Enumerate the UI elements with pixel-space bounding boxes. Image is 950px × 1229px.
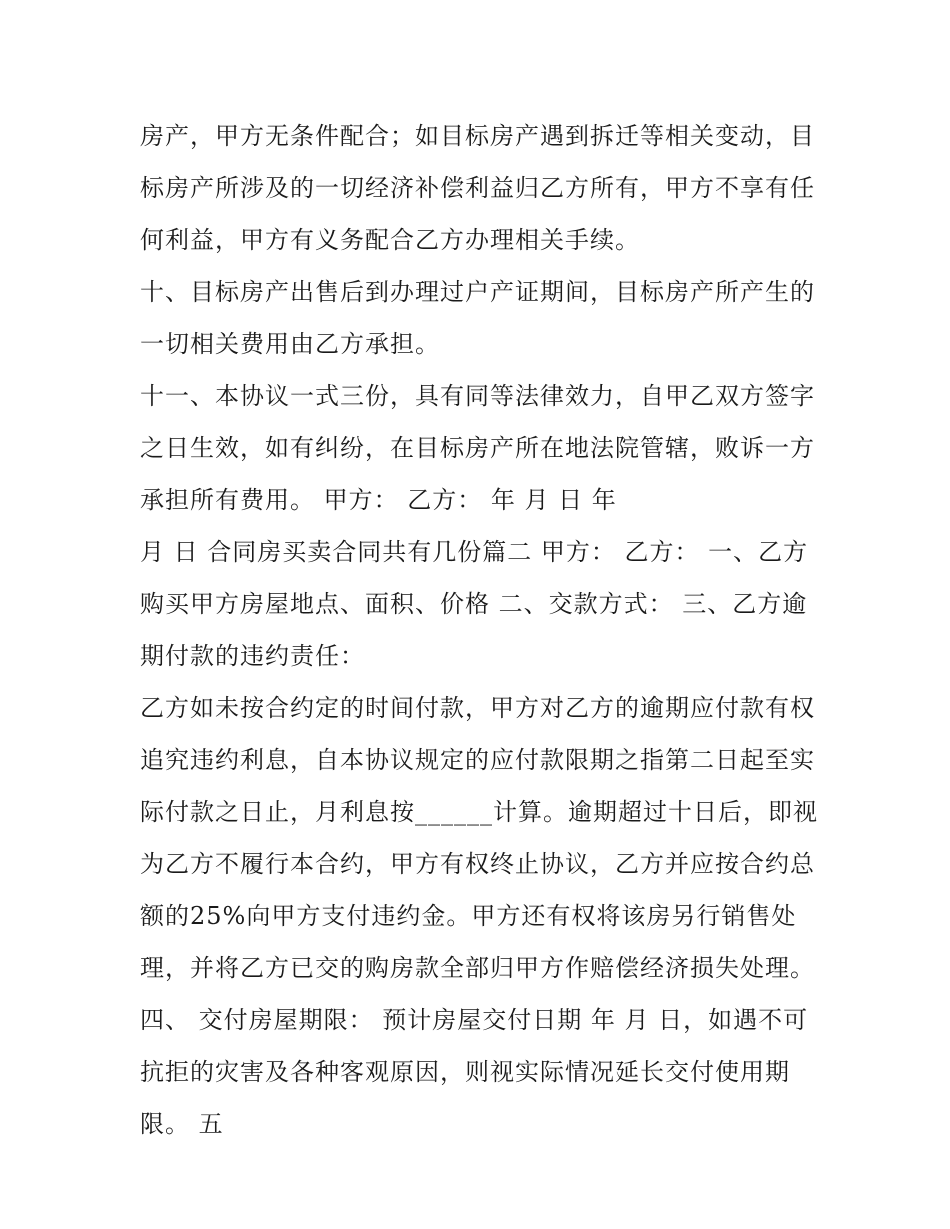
- text-line: 理，并将乙方已交的购房款全部归甲方作赔偿经济损失处理。: [140, 954, 815, 982]
- text-line: 十一、本协议一式三份，具有同等法律效力，自甲乙双方签字: [140, 382, 815, 410]
- text-line: 标房产所涉及的一切经济补偿利益归乙方所有，甲方不享有任: [140, 174, 815, 202]
- text-line: 限。 五: [140, 1110, 224, 1138]
- text-line: 抗拒的灾害及各种客观原因，则视实际情况延长交付使用期: [140, 1058, 790, 1086]
- text-line: 月 日 合同房买卖合同共有几份篇二 甲方： 乙方： 一、乙方: [140, 538, 809, 566]
- text-line: 承担所有费用。 甲方： 乙方： 年 月 日 年: [140, 486, 617, 514]
- text-line: 购买甲方房屋地点、面积、价格 二、交款方式： 三、乙方逾: [140, 590, 808, 618]
- text-line: 之日生效，如有纠纷，在目标房产所在地法院管辖，败诉一方: [140, 434, 815, 462]
- text-line: 四、 交付房屋期限： 预计房屋交付日期 年 月 日，如遇不可: [140, 1006, 809, 1034]
- text-line: 何利益，甲方有义务配合乙方办理相关手续。: [140, 226, 640, 254]
- text-line: 房产，甲方无条件配合；如目标房产遇到拆迁等相关变动，目: [140, 122, 815, 150]
- text-line: 期付款的违约责任：: [140, 642, 365, 670]
- text-line: 额的25%向甲方支付违约金。甲方还有权将该房另行销售处: [140, 902, 797, 930]
- text-line: 十、目标房产出售后到办理过户产证期间，目标房产所产生的: [140, 278, 815, 306]
- text-line: 追究违约利息，自本协议规定的应付款限期之指第二日起至实: [140, 746, 815, 774]
- text-line: 际付款之日止，月利息按______计算。逾期超过十日后，即视: [140, 798, 818, 826]
- text-line: 乙方如未按合约定的时间付款，甲方对乙方的逾期应付款有权: [140, 694, 815, 722]
- document-body: [140, 110, 820, 1150]
- text-line: 为乙方不履行本合约，甲方有权终止协议，乙方并应按合约总: [140, 850, 815, 878]
- text-line: 一切相关费用由乙方承担。: [140, 330, 440, 358]
